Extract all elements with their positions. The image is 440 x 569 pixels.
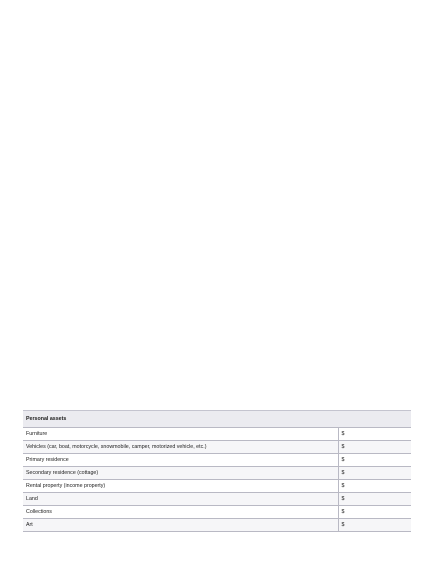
personal-assets-heading: Personal assets bbox=[23, 411, 411, 428]
asset-value-collections[interactable]: $ bbox=[338, 506, 411, 519]
asset-label-secondary-residence: Secondary residence (cottage) bbox=[23, 467, 338, 480]
table-row bbox=[23, 493, 411, 506]
table-row bbox=[23, 454, 411, 467]
asset-value-furniture[interactable]: $ bbox=[338, 428, 411, 441]
table-row bbox=[23, 506, 411, 519]
asset-label-art: Art bbox=[23, 519, 338, 532]
asset-label-primary-residence: Primary residence bbox=[23, 454, 338, 467]
table-row bbox=[23, 428, 411, 441]
personal-assets-table bbox=[23, 410, 411, 532]
table-row bbox=[23, 467, 411, 480]
asset-value-vehicles[interactable]: $ bbox=[338, 441, 411, 454]
asset-label-vehicles: Vehicles (car, boat, motorcycle, snowmobile, camper, motorized vehicle, etc.) bbox=[23, 441, 338, 454]
asset-value-primary-residence[interactable]: $ bbox=[338, 454, 411, 467]
asset-label-furniture: Furniture bbox=[23, 428, 338, 441]
asset-value-rental-property[interactable]: $ bbox=[338, 480, 411, 493]
asset-label-land: Land bbox=[23, 493, 338, 506]
asset-value-secondary-residence[interactable]: $ bbox=[338, 467, 411, 480]
table-row bbox=[23, 441, 411, 454]
asset-label-collections: Collections bbox=[23, 506, 338, 519]
table-row bbox=[23, 519, 411, 532]
asset-value-art[interactable]: $ bbox=[338, 519, 411, 532]
table-row bbox=[23, 480, 411, 493]
asset-value-land[interactable]: $ bbox=[338, 493, 411, 506]
asset-label-rental-property: Rental property (income property) bbox=[23, 480, 338, 493]
table-header-row bbox=[23, 411, 411, 428]
